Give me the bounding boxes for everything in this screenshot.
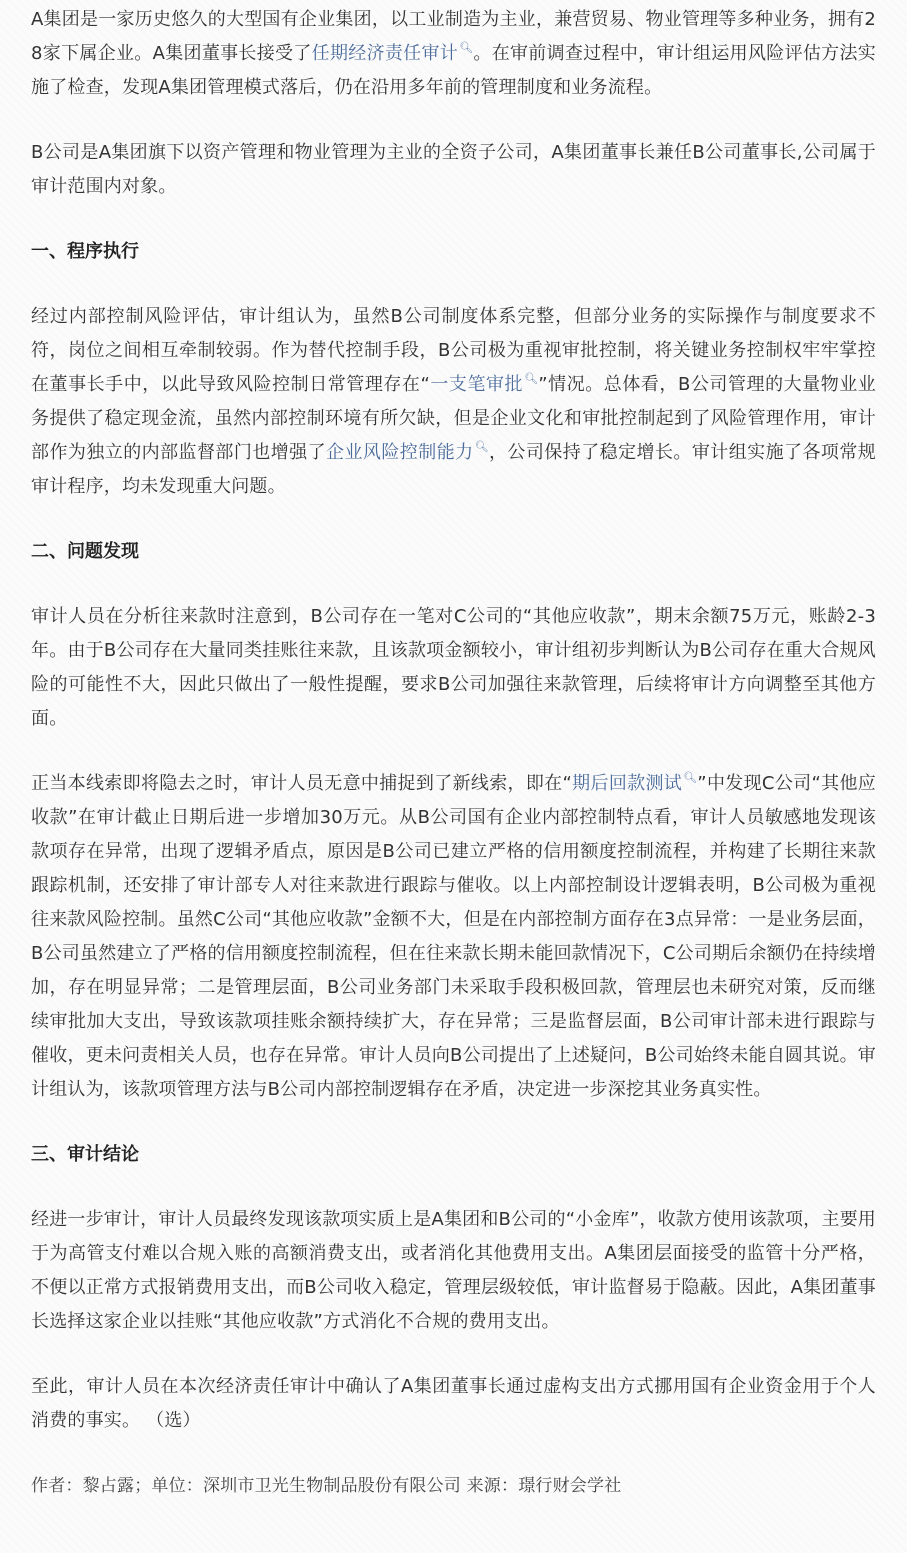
keyword-link-post-period-test[interactable]: 期后回款测试🔍︎ [572, 771, 698, 794]
new-clue-paragraph: 正当本线索即将隐去之时，审计人员无意中捕捉到了新线索，即在“期后回款测试🔍︎”中发现C公司“其他应收款”在审计截止日期后进一步增加30万元。从B公司国有企业内部控制特点看，审计人员敏感地发现该款项存在异常，出现了逻辑矛盾点，原因是B公司已建立严格的信用额度控制流程，并构建了长期往来款跟踪机制，还安排了审计部专人对往来款进行跟踪与催收。以上内部控制设计逻辑表明，B公司极为重视往来款风险控制。虽然C公司“其他应收款”金额不大，但是在内部控制方面存在3点异常：一是业务层面，B公司虽然建立了严格的信用额度控制流程，但在往来款长期未能回款情况下，C公司期后余额仍在持续增加，存在明显异常；二是管理层面，B公司业务部门未采取手段积极回款，管理层也未研究对策，反而继续审批加大支出，导致该款项挂账余额持续扩大，存在异常；三是监督层面，B公司审计部未进行跟踪与催收，更未问责相关人员，也存在异常。审计人员向B公司提出了上述疑问，B公司始终未能自圆其说。审计组认为，该款项管理方法与B公司内部控制逻辑存在矛盾，决定进一步深挖其业务真实性。 [31, 771, 876, 1100]
search-icon[interactable]: 🔍︎ [524, 372, 539, 385]
procedure-paragraph: 经过内部控制风险评估，审计组认为，虽然B公司制度体系完整，但部分业务的实际操作与制度要求不符，岗位之间相互牵制较弱。作为替代控制手段，B公司极为重视审批控制，将关键业务控制权牢牢掌控在董事长手中，以此导致风险控制日常管理存在“一支笔审批🔍︎”情况。总体看，B公司管理的大量物业业务提供了稳定现金流，虽然内部控制环境有所欠缺，但是企业文化和审批控制起到了风险管理作用，审计部作为独立的内部监督部门也增强了企业风险控制能力🔍︎，公司保持了稳定增长。审计组实施了各项常规审计程序，均未发现重大问题。 [31, 306, 876, 497]
search-icon[interactable]: 🔍︎ [683, 771, 698, 784]
section-heading-procedure: 一、程序执行 [31, 241, 139, 262]
final-paragraph: 至此，审计人员在本次经济责任审计中确认了A集团董事长通过虚构支出方式挪用国有企业资金用于个人消费的事实。 （选） [31, 1376, 876, 1431]
search-icon[interactable]: 🔍︎ [474, 440, 489, 453]
section-heading-findings: 二、问题发现 [31, 541, 139, 562]
section-heading-conclusion: 三、审计结论 [31, 1144, 139, 1165]
conclusion-paragraph: 经进一步审计，审计人员最终发现该款项实质上是A集团和B公司的“小金库”，收款方使用该款项，主要用于为高管支付难以合规入账的高额消费支出，或者消化其他费用支出。A集团层面接受的监管十分严格，不便以正常方式报销费用支出，而B公司收入稳定，管理层级较低，审计监督易于隐蔽。因此，A集团董事长选择这家企业以挂账“其他应收款”方式消化不合规的费用支出。 [31, 1209, 876, 1332]
keyword-link-risk-control[interactable]: 企业风险控制能力🔍︎ [326, 440, 489, 463]
search-icon[interactable]: 🔍︎ [459, 41, 474, 54]
keyword-link-single-approval[interactable]: 一支笔审批🔍︎ [430, 372, 539, 395]
author-credit: 作者：黎占露；单位：深圳市卫光生物制品股份有限公司 来源：璟行财会学社 [31, 1476, 622, 1496]
intro-paragraph: A集团是一家历史悠久的大型国有企业集团，以工业制造为主业，兼营贸易、物业管理等多种业务，拥有28家下属企业。A集团董事长接受了任期经济责任审计🔍︎。在审前调查过程中，审计组运用风险评估方法实施了检查，发现A集团管理模式落后，仍在沿用多年前的管理制度和业务流程。 [31, 9, 876, 98]
findings-paragraph: 审计人员在分析往来款时注意到，B公司存在一笔对C公司的“其他应收款”，期末余额75万元，账龄2-3年。由于B公司存在大量同类挂账往来款，且该款项金额较小，审计组初步判断认为B公司存在重大合规风险的可能性不大，因此只做出了一般性提醒，要求B公司加强往来款管理，后续将审计方向调整至其他方面。 [31, 606, 876, 729]
company-b-paragraph: B公司是A集团旗下以资产管理和物业管理为主业的全资子公司，A集团董事长兼任B公司董事长,公司属于审计范围内对象。 [31, 142, 876, 197]
keyword-link-tenure-audit[interactable]: 任期经济责任审计🔍︎ [311, 41, 474, 64]
